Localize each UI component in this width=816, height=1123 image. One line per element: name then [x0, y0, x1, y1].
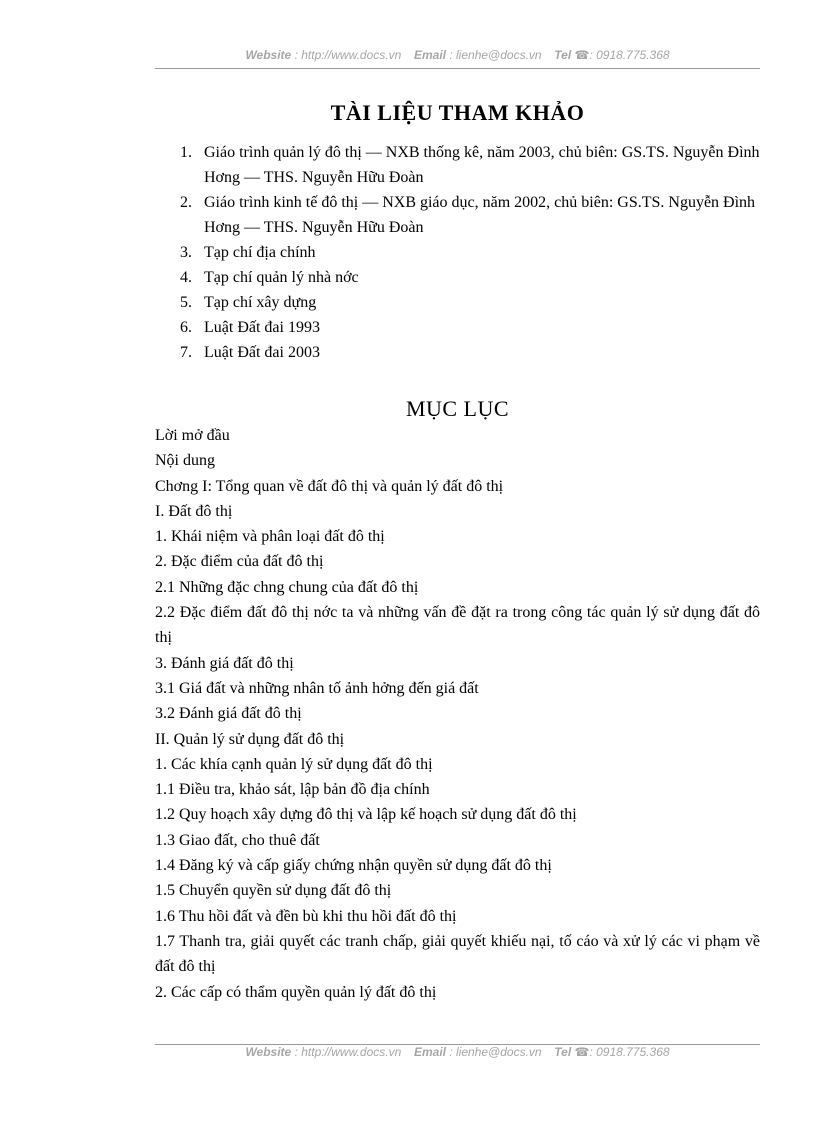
reference-item — [180, 290, 760, 315]
toc-item[interactable]: 1. Khái niệm và phân loại đất đô thị — [155, 528, 385, 546]
page-footer — [155, 1044, 760, 1063]
toc-item[interactable]: 3.1 Giá đất và những nhân tố ảnh hởng đến giá đất — [155, 679, 479, 697]
toc-item[interactable]: 2.1 Những đặc chng chung của đất đô thị — [155, 578, 419, 596]
toc-item[interactable]: I. Đất đô thị — [155, 502, 233, 520]
reference-text: Giáo trình kinh tế đô thị — NXB giáo dục, năm 2002, chủ biên: GS.TS. Nguyễn Đình Hơng — THS. Nguyễn Hữu Đoàn — [204, 194, 756, 236]
toc-item[interactable]: 2. Đặc điểm của đất đô thị — [155, 553, 324, 571]
toc-item[interactable]: 2.2 Đặc điểm đất đô thị nớc ta và những vấn đề đặt ra trong công tác quản lý sử dụng đất đô thị — [155, 604, 760, 647]
reference-number: 3. — [180, 244, 192, 261]
reference-item — [180, 240, 760, 265]
reference-text: Luật Đất đai 2003 — [204, 344, 320, 361]
reference-item — [180, 315, 760, 340]
phone-icon: ☎ — [574, 48, 590, 62]
toc-item[interactable]: 3.2 Đánh giá đất đô thị — [155, 705, 302, 723]
email-value[interactable]: : lienhe@docs.vn — [449, 48, 542, 62]
toc-list — [155, 423, 760, 1005]
toc-item[interactable]: 2. Các cấp có thẩm quyền quản lý đất đô thị — [155, 983, 437, 1001]
references-title: TÀI LIỆU THAM KHẢO — [330, 100, 585, 125]
toc-item[interactable]: II. Quản lý sử dụng đất đô thị — [155, 730, 345, 748]
website-label: Website — [245, 1045, 292, 1059]
reference-number: 1. — [180, 144, 192, 161]
email-value[interactable]: : lienhe@docs.vn — [449, 1045, 542, 1059]
tel-label: Tel — [554, 48, 572, 62]
toc-item[interactable]: Nội dung — [155, 452, 215, 470]
toc-item[interactable]: 1.5 Chuyển quyền sử dụng đất đô thị — [155, 882, 392, 900]
tel-value: : 0918.775.368 — [589, 48, 670, 62]
email-label: Email — [413, 48, 446, 62]
reference-number: 2. — [180, 194, 192, 211]
toc-item[interactable]: 1.4 Đăng ký và cấp giấy chứng nhận quyền sử dụng đất đô thị — [155, 857, 552, 875]
reference-text: Tạp chí xây dựng — [204, 294, 317, 311]
website-value[interactable]: : http://www.docs.vn — [294, 1045, 402, 1059]
reference-text: Giáo trình quản lý đô thị — NXB thống kê, năm 2003, chủ biên: GS.TS. Nguyễn Đình Hơng — THS. Nguyễn Hữu Đoàn — [204, 144, 760, 186]
page-header — [155, 48, 760, 69]
reference-number: 6. — [180, 319, 192, 336]
reference-number: 4. — [180, 269, 192, 286]
tel-label: Tel — [554, 1045, 572, 1059]
toc-item[interactable]: 1.7 Thanh tra, giải quyết các tranh chấp, giải quyết khiếu nại, tố cáo và xử lý các vi phạm về đất đô thị — [155, 932, 760, 976]
website-label: Website — [245, 48, 292, 62]
references-list — [180, 140, 760, 365]
toc-item[interactable]: 1. Các khía cạnh quản lý sử dụng đất đô thị — [155, 755, 433, 773]
toc-item[interactable]: 1.6 Thu hồi đất và đền bù khi thu hồi đất đô thị — [155, 907, 457, 925]
reference-item — [180, 190, 760, 240]
toc-title: MỤC LỤC — [405, 396, 510, 421]
email-label: Email — [413, 1045, 446, 1059]
reference-item — [180, 140, 760, 190]
phone-icon: ☎ — [574, 1045, 590, 1059]
reference-text: Luật Đất đai 1993 — [204, 319, 320, 336]
reference-item — [180, 265, 760, 290]
reference-text: Tạp chí quản lý nhà nớc — [204, 269, 359, 286]
toc-item[interactable]: 3. Đánh giá đất đô thị — [155, 654, 294, 672]
toc-item[interactable]: Lời mở đầu — [155, 427, 230, 444]
reference-text: Tạp chí địa chính — [204, 244, 316, 261]
reference-number: 5. — [180, 294, 192, 311]
website-value[interactable]: : http://www.docs.vn — [294, 48, 402, 62]
reference-number: 7. — [180, 344, 192, 361]
toc-item[interactable]: Chơng I: Tổng quan về đất đô thị và quản lý đất đô thị — [155, 477, 504, 495]
tel-value: : 0918.775.368 — [589, 1045, 670, 1059]
toc-item[interactable]: 1.2 Quy hoạch xây dựng đô thị và lập kế hoạch sử dụng đất đô thị — [155, 806, 577, 824]
reference-item — [180, 340, 760, 365]
toc-item[interactable]: 1.3 Giao đất, cho thuê đất — [155, 831, 320, 849]
toc-item[interactable]: 1.1 Điều tra, khảo sát, lập bản đồ địa chính — [155, 781, 430, 799]
